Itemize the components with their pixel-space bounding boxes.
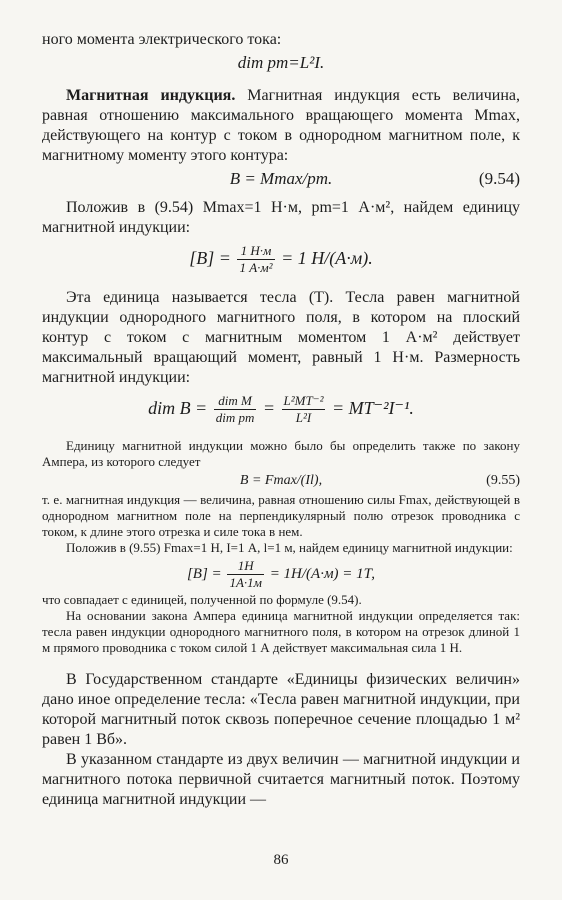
text-line: ного момента электрического тока: — [42, 31, 282, 48]
equation-right: = 1 Н/(А·м). — [281, 248, 373, 268]
equation-text: dim pm=L²I. — [237, 53, 325, 72]
equation-text: B = Mmax/pm. — [229, 169, 333, 188]
equation — [42, 166, 520, 192]
equation-right: = MT⁻²I⁻¹. — [331, 398, 414, 418]
equation — [42, 556, 520, 592]
fraction — [237, 243, 274, 276]
small-paragraph: Единицу магнитной индукции можно было бы определить также по закону Ампера, из которого следует — [42, 438, 520, 469]
paragraph: В указанном стандарте из двух величин — магнитной индукции и магнитного потока первичной считается магнитный поток. Поэтому единица магнитной индукции — — [42, 751, 520, 808]
equation-left: [B] = — [189, 248, 231, 268]
fraction-numerator: 1Н — [227, 558, 264, 575]
paragraph: В Государственном стандарте «Единицы физических величин» дано иное определение тесла: «Тесла равен магнитной индукции, при которой магнитный поток сквозь поперечное сечение площадью 1 м² равен 1 Вб». — [42, 671, 520, 748]
fraction — [227, 558, 264, 591]
section-heading: Магнитная индукция. — [66, 87, 236, 104]
fraction-denominator: dim pm — [215, 410, 255, 426]
equation-number: (9.55) — [486, 473, 520, 488]
page-content — [42, 30, 520, 810]
paragraph: Положив в (9.54) Mmax=1 Н·м, pm=1 А·м², найдем единицу магнитной индукции: — [42, 199, 520, 236]
equation-right: = 1Н/(А·м) = 1Т, — [269, 566, 376, 582]
small-paragraph: т. е. магнитная индукция — величина, равная отношению силы Fmax, действующей в однородном магнитном поле на перпендикулярный полю отрезок проводника с током, к длине этого отрезка и силе тока в нем. — [42, 492, 520, 539]
paragraph — [42, 86, 520, 166]
equation — [42, 470, 520, 492]
equals-sign: = — [262, 398, 276, 418]
equation-left: [B] = — [186, 566, 222, 582]
fraction-numerator: 1 Н·м — [237, 243, 274, 260]
paragraph-text: Магнитная индукция есть величина, равная отношению максимального вращающего момента Mmax, действующего на контур с током в однородном магнитном поле, к магнитному моменту этого контура: — [42, 87, 520, 164]
small-paragraph: На основании закона Ампера единица магнитной индукции определяется так: тесла равен индукции однородного магнитного поля, в котором на отрезок длиной 1 м прямого проводника с током силой 1 А действует максимальная сила 1 Н. — [42, 608, 520, 655]
fraction — [282, 393, 326, 426]
fraction-denominator: 1А·1м — [229, 575, 262, 591]
paragraph: Эта единица называется тесла (Т). Тесла равен магнитной индукции однородного магнитного поля, в котором на плоский контур с током с магнитным моментом 1 А·м² действует максимальный вращающий момент, равный 1 Н·м. Размерность магнитной индукции: — [42, 289, 520, 386]
equation-left: dim B = — [148, 398, 208, 418]
equation — [42, 238, 520, 278]
page-number: 86 — [273, 852, 289, 868]
equation-text: B = Fmax/(Il), — [239, 473, 323, 488]
equation — [42, 388, 520, 428]
fraction-numerator: L²MT⁻² — [283, 393, 324, 409]
fraction-denominator: L²I — [295, 410, 312, 426]
fraction — [214, 393, 257, 426]
fraction-denominator: 1 А·м² — [239, 260, 273, 276]
equation-number: (9.54) — [478, 169, 520, 188]
fraction-numerator: dim M — [214, 393, 257, 410]
small-paragraph: что совпадает с единицей, полученной по формуле (9.54). — [42, 592, 362, 607]
equation — [42, 50, 520, 76]
small-paragraph: Положив в (9.55) Fmax=1 Н, I=1 А, l=1 м, найдем единицу магнитной индукции: — [66, 540, 513, 555]
